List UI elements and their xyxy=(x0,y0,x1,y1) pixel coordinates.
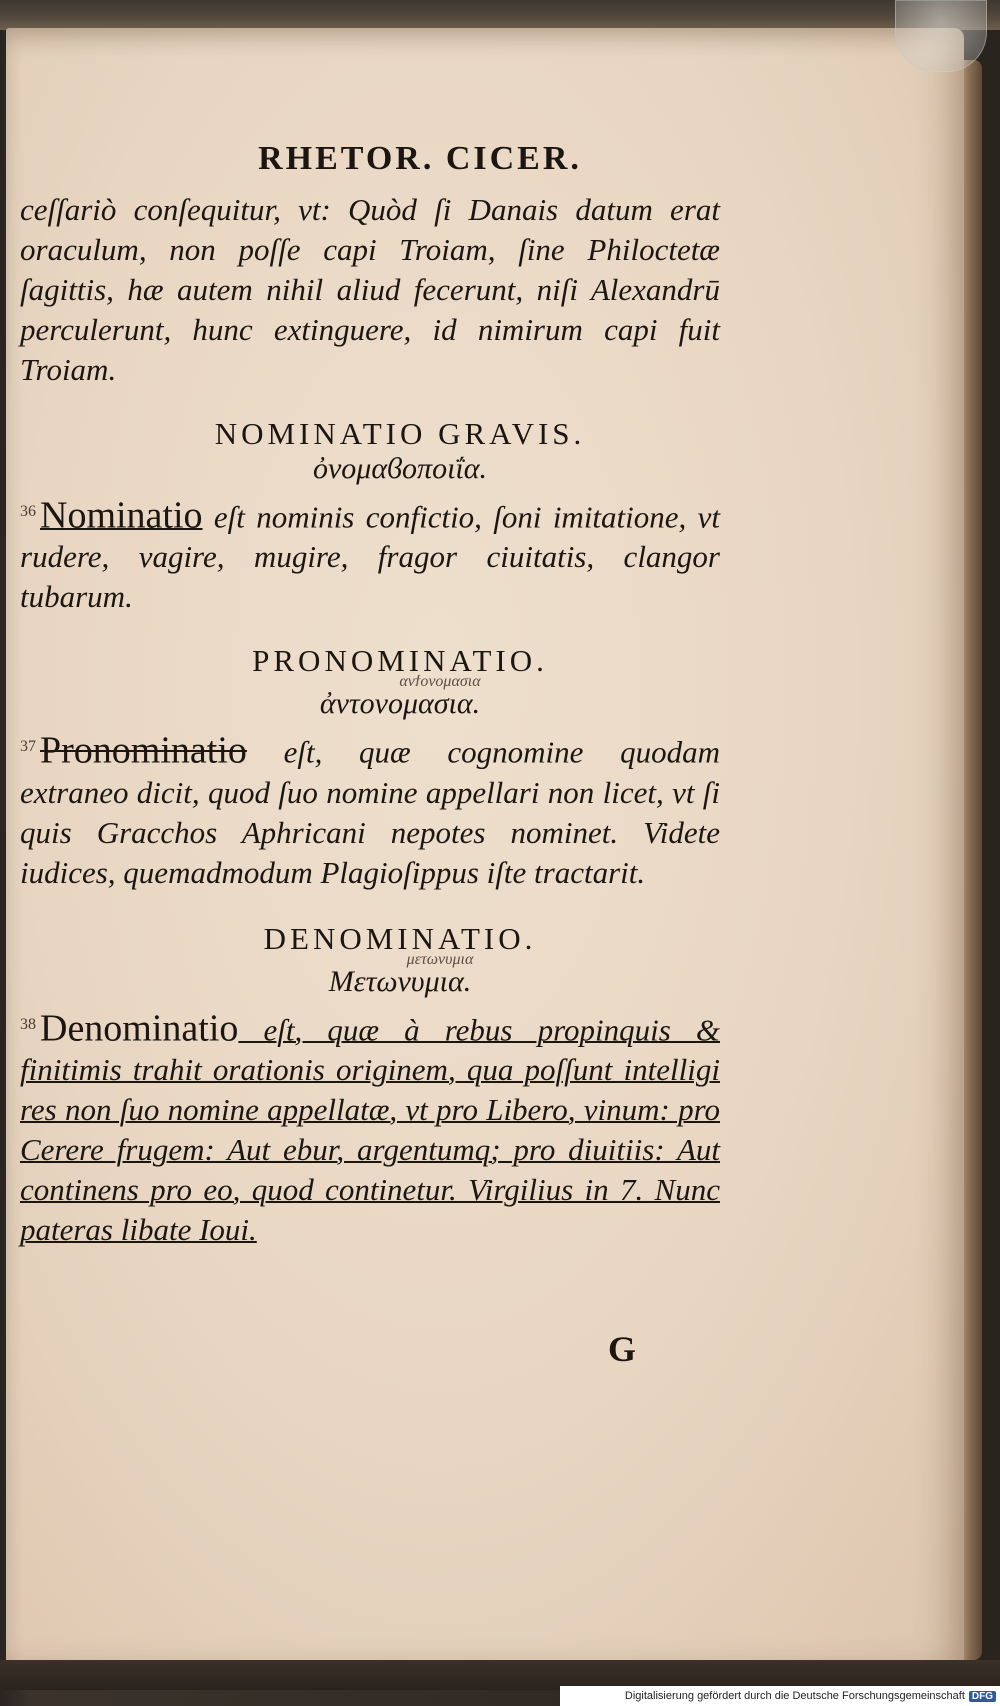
paragraph-continued: ceſſariò conſequitur, vt: Quòd ſi Danais datum erat oraculum, non poſſe capi Troiam, ſine Philoctetæ ſagittis, hæ autem nihil aliud fecerunt, niſi Alexandrū perculerunt, hunc extinguere, id nimirum capi fuit Troiam. xyxy=(20,192,720,387)
funding-footer xyxy=(560,1686,1000,1706)
dfg-logo: DFG xyxy=(969,1691,996,1702)
handwritten-annotation: μετωνυμια xyxy=(406,950,474,968)
section-nominatio xyxy=(20,416,720,617)
lead-word: Denominatio xyxy=(40,1006,239,1049)
glass-clip xyxy=(895,0,987,72)
section-pronominatio xyxy=(20,643,720,892)
greek-term: ἀντονομασια. xyxy=(319,687,481,721)
running-head: RHETOR. CICER. xyxy=(258,140,582,177)
section-paragraph xyxy=(20,492,720,617)
section-heading: NOMINATIO GRAVIS. xyxy=(214,416,586,451)
margin-number: 36 xyxy=(20,503,36,520)
greek-term: Μετωνυμια. xyxy=(328,964,472,998)
margin-number: 37 xyxy=(20,738,36,756)
section-heading: PRONOMINATIO. xyxy=(252,643,548,679)
section-body: eſt, quæ à rebus propinquis & finitimis trahit orationis originem, qua poſſunt intelligi res non ſuo nomine appellatæ, vt pro Libero, vinum: pro Cerere frugem: Aut ebur, argentumq; pro diuitiis: Aut continens pro eo, quod continetur. Virgilius in 7. Nunc pateras libate Ioui. xyxy=(20,1011,720,1247)
section-body: eſt, quæ cognomine quodam extraneo dicit, quod ſuo nomine appellari non licet, vt ſi quis Gracchos Aphricani nepotes nominet. Videte iudices, quemadmodum Plagioſippus iſte tractarit. xyxy=(20,734,720,890)
signature-mark: G xyxy=(608,1329,637,1369)
page-content xyxy=(20,140,720,1250)
section-heading: DENOMINATIO. xyxy=(263,920,537,956)
book-binding-top xyxy=(0,0,1000,30)
section-body: eſt nominis confictio, ſoni imitatione, vt rudere, vagire, mugire, fragor ciuitatis, clangor tubarum. xyxy=(20,499,720,615)
funding-text: Digitalisierung gefördert durch die Deutsche Forschungsgemeinschaft xyxy=(624,1690,965,1702)
section-denominatio xyxy=(20,921,720,1250)
section-paragraph xyxy=(20,727,720,892)
margin-number: 38 xyxy=(20,1015,36,1033)
lead-word: Pronominatio xyxy=(40,729,247,772)
section-paragraph xyxy=(20,1005,720,1250)
lead-word: Nominatio xyxy=(40,494,203,537)
handwritten-annotation: ανϯονομασια xyxy=(399,673,481,691)
greek-term: ὀνομαϐοποιΐα. xyxy=(312,452,487,485)
